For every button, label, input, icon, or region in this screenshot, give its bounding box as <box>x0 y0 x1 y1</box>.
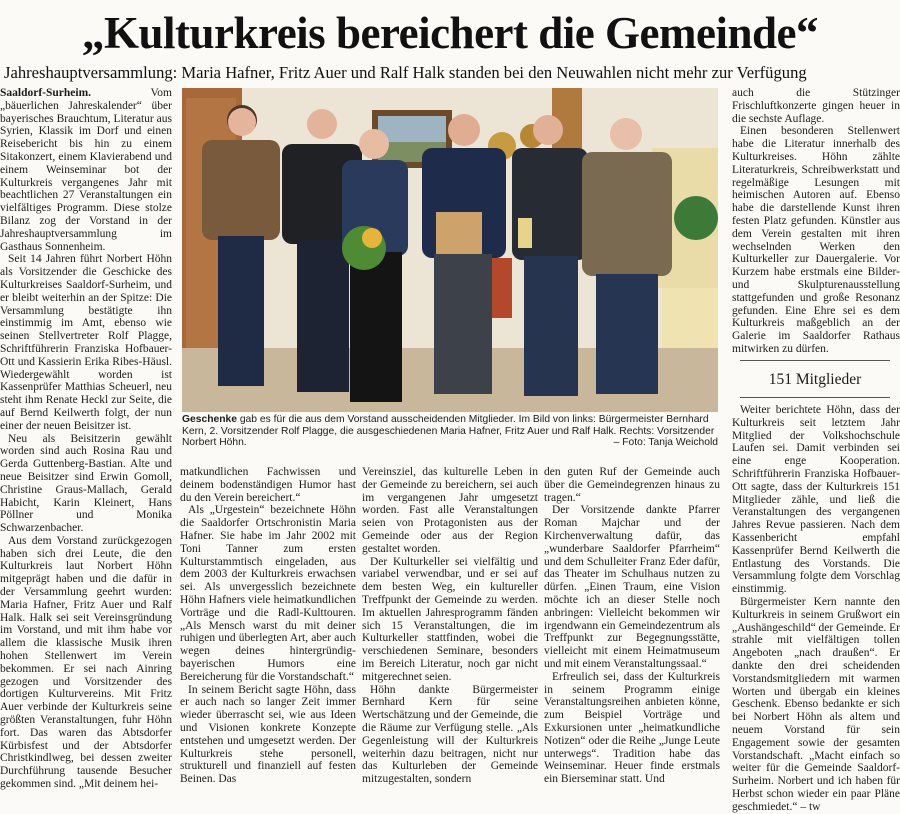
article-column-4 <box>544 466 720 792</box>
paragraph: auch die Stützinger Frischluftkonzerte gingen heuer in die sechste Auflage. <box>732 87 900 125</box>
paragraph-text: Bürgermeister Kern nannte den Kulturkreis in seinem Grußwort ein „Aushängeschild“ der Gemeinde. Er strahle mit vielfältigen tollen Angeboten „nach draußen“. Er dankte den drei scheidenden Vorstandsmitgliedern mit warmen Worten und übergab ein kleines Geschenk. Ebenso bedankte er sich bei Norbert Höhn als altem und neuem Vorstand für sein Engagement sowie der gesamten Vorstandschaft. „Macht einfach so weiter für die Gemeinde Saaldorf-Surheim. Norbert und ich haben für Herbst schon wieder ein paar Pläne geschmiedet.“ <box>732 595 900 813</box>
paragraph: Neu als Beisitzerin gewählt worden sind auch Rosina Rau und Gerda Guttenberg-Bastian. Alte und neue Beisitzer sind Erwin Gomoll, Christine Graus-Mallach, Gerald Habicht, Karin Kleinert, Hans Pöllner und Monika Schwarzenbacher. <box>0 432 172 535</box>
article-column-5 <box>732 87 900 355</box>
photo-caption <box>182 414 718 460</box>
subheadline: Jahreshauptversammlung: Maria Hafner, Fritz Auer und Ralf Halk standen bei den Neuwahlen nicht mehr zur Verfügung <box>4 63 807 82</box>
section-heading: 151 Mitglieder <box>740 360 890 398</box>
paragraph: Erfreulich sei, dass der Kulturkreis in seinem Programm einige Veranstaltungsreihen anbieten könne, zum Beispiel Vorträge und Exkursionen unter „heimatkundliche Notizen“ oder die Reihe „Junge Leute unterwegs“. Tradition habe das Weinseminar. Heuer finde erstmals ein Bierseminar statt. Und <box>544 670 720 786</box>
article-column-1 <box>0 87 172 792</box>
group-photo <box>182 88 718 412</box>
paragraph: Aus dem Vorstand zurückgezogen haben sich drei Leute, die den Kulturkreis laut Norbert Höhn mitgeprägt haben und die dafür in der Versammlung geehrt wurden: Maria Hafner, Fritz Auer und Ralf Halk. Halk sei seit Vereinsgründung im Vorstand, und mit ihm habe vor allem die klassische Musik ihren hohen Stellenwert im Verein bekommen. Er sei nach Ainring gezogen und Vorsitzender des dortigen Kulturvereins. Mit Fritz Auer verbinde der Kulturkreis seine größten Veranstaltungen, fuhr Höhn fort. Das waren das Abtsdorfer Kürbisfest und der Abtsdorfer Christkindlweg, bei dessen zweiter Durchführung tausende Besucher gekommen sind. „Mit deinem hei- <box>0 534 172 791</box>
paragraph: matkundlichen Fachwissen und deinem bodenständigen Humor hast du den Verein bereichert.“ <box>180 466 356 504</box>
article-column-6 <box>732 404 900 813</box>
article-column-2 <box>180 466 356 792</box>
group-photo-illustration <box>182 88 718 412</box>
paragraph: Höhn dankte Bürgermeister Bernhard Kern für seine Wertschätzung und der Gemeinde, die die Räume zur Verfügung stelle. „Als Gegenleistung will der Kulturkreis weiterhin dazu beitragen, nicht nur das Kulturleben der Gemeinde mitzugestalten, sondern <box>362 683 538 786</box>
paragraph: Weiter berichtete Höhn, dass der Kulturkreis seit letztem Jahr Mitglied der Volkshochschule Laufen sei. Damit verbinden sei eine enge Kooperation. Schriftführerin Franziska Hofbauer-Ott sagte, dass der Kulturkreis 151 Mitglieder zähle, und ließ die Veranstaltungen des vergangenen Jahres Revue passieren. Nach dem Kassenbericht empfahl Kassenprüfer Bernd Keilwerth die Entlastung des Vorstands. Die Versammlung folgte dem Vorschlag einstimmig. <box>732 404 900 596</box>
paragraph: Der Vorsitzende dankte Pfarrer Roman Majchar und der Kirchenverwaltung dafür, das „wunderbare Saaldorfer Pfarrheim“ und dem Schulleiter Franz Eder dafür, das Theater im Schulhaus nutzen zu dürfen. „Einen Traum, eine Vision möchte ich an dieser Stelle noch anbringen: Vielleicht bekommen wir irgendwann ein Gemeindezentrum als Treffpunkt zur Begegnungsstätte, vielleicht mit einem Heimatmuseum und mit einem Veranstaltungssaal.“ <box>544 504 720 670</box>
paragraph: den guten Ruf der Gemeinde auch über die Gemeindegrenzen hinaus zu tragen.“ <box>544 466 720 504</box>
author-signature: – tw <box>800 800 821 813</box>
paragraph <box>732 596 900 814</box>
article-column-3 <box>362 466 538 792</box>
photo-credit: – Foto: Tanja Weichold <box>613 437 718 449</box>
paragraph: Als „Urgestein“ bezeichnete Höhn die Saaldorfer Ortschronistin Maria Hafner. Sie habe im Jahr 2002 mit Toni Tanner zum ersten Kulturstammtisch eingeladen, aus dem 2003 der Kulturkreis erwachsen sei. Als unvergesslich bezeichnete Höhn Hafners viele heimatkundlichen Vorträge und die Radl-Kulttouren. „Als Mensch warst du mit deiner ruhigen und überlegten Art, aber auch wegen deines hintergründig-bayerischen Humors eine Bereicherung für die Vorstandschaft.“ <box>180 504 356 683</box>
paragraph: Vereinsziel, das kulturelle Leben in der Gemeinde zu bereichern, sei auch im vergangenen Jahr umgesetzt worden. Fast alle Veranstaltungen seien von Protagonisten aus der Gemeinde oder aus der Region gestaltet worden. <box>362 466 538 555</box>
headline: „Kulturkreis bereichert die Gemeinde“ <box>82 8 818 58</box>
caption-text: gab es für die aus dem Vorstand ausscheidenden Mitglieder. Im Bild von links: Bürgermeister Bernhard Kern, 2. Vorsitzender Rolf Plagge, die ausgeschiedenen Maria Hafner, Fritz Auer und Ralf Halk. Rechts: Vorsitzender Norbert Höhn. <box>182 414 715 449</box>
paragraph: Seit 14 Jahren führt Norbert Höhn als Vorsitzender die Geschicke des Kulturkreises Saaldorf-Surheim, und er bleibt weiterhin an der Spitze: Die Versammlung bestätigte ihn einstimmig im Amt, ebenso wie seinen Stellvertreter Rolf Plagge, Schriftführerin Franziska Hofbauer-Ott und Kassierin Erika Ribes-Häusl. Wiedergewählt worden ist Kassenprüfer Matthias Scheuerl, neu steht ihm Renate Heckl zur Seite, die auf Bernd Keilwerth folgt, der nun einer der neuen Beisitzer ist. <box>0 253 172 432</box>
paragraph: Der Kulturkeller sei vielfältig und variabel verwendbar, und er sei auf dem besten Weg, ein kultureller Treffpunkt der Gemeinde zu werden. Im aktuellen Jahresprogramm fänden sich 15 Veranstaltungen, die im Kulturkeller stattfinden, wobei die verschiedenen Seminare, besonders im Bereich Literatur, noch gar nicht mitgerechnet seien. <box>362 555 538 683</box>
paragraph: In seinem Bericht sagte Höhn, dass er auch nach so langer Zeit immer wieder überrascht sei, wie aus Ideen und Visionen konkrete Konzepte entstehen und umgesetzt werden. Der Kulturkreis stehe personell, strukturell und finanziell auf festen Beinen. Das <box>180 683 356 786</box>
caption-lead: Geschenke <box>182 414 237 425</box>
dateline: Saaldorf-Surheim. <box>0 87 92 99</box>
paragraph: Einen besonderen Stellenwert habe die Literatur innerhalb des Kulturkreises. Höhn zählte Literaturkreis, Schreibwerkstatt und regelmäßige Lesungen mit heimischen Autoren auf. Ebenso habe die darstellende Kunst ihren festen Platz gefunden. Künstler aus dem Verein gestalten mit ihren wechselnden Werken den Kulturkeller zur Dauergalerie. Vor Kurzem habe erstmals eine Bilder- und Skulpturenausstellung stattgefunden und große Resonanz gefunden. Eine Ehre sei es dem Kulturkreis maßgeblich an der Galerie im Saaldorfer Rathaus mitwirken zu dürfen. <box>732 125 900 355</box>
paragraph: Vom „bäuerlichen Jahreskalender“ über bayerisches Brauchtum, Literatur aus Syrien, Klassik im Dorf und einen Reisebericht bis hin zu einem Sitakonzert, einem Klavierabend und einem Weinseminar bot der Kulturkreis vergangenes Jahr mit beachtlichen 27 Veranstaltungen ein vielfältiges Programm. Diese stolze Bilanz zog der Vorstand in der Jahreshauptversammlung im Gasthaus Sonnenheim. <box>0 87 172 253</box>
